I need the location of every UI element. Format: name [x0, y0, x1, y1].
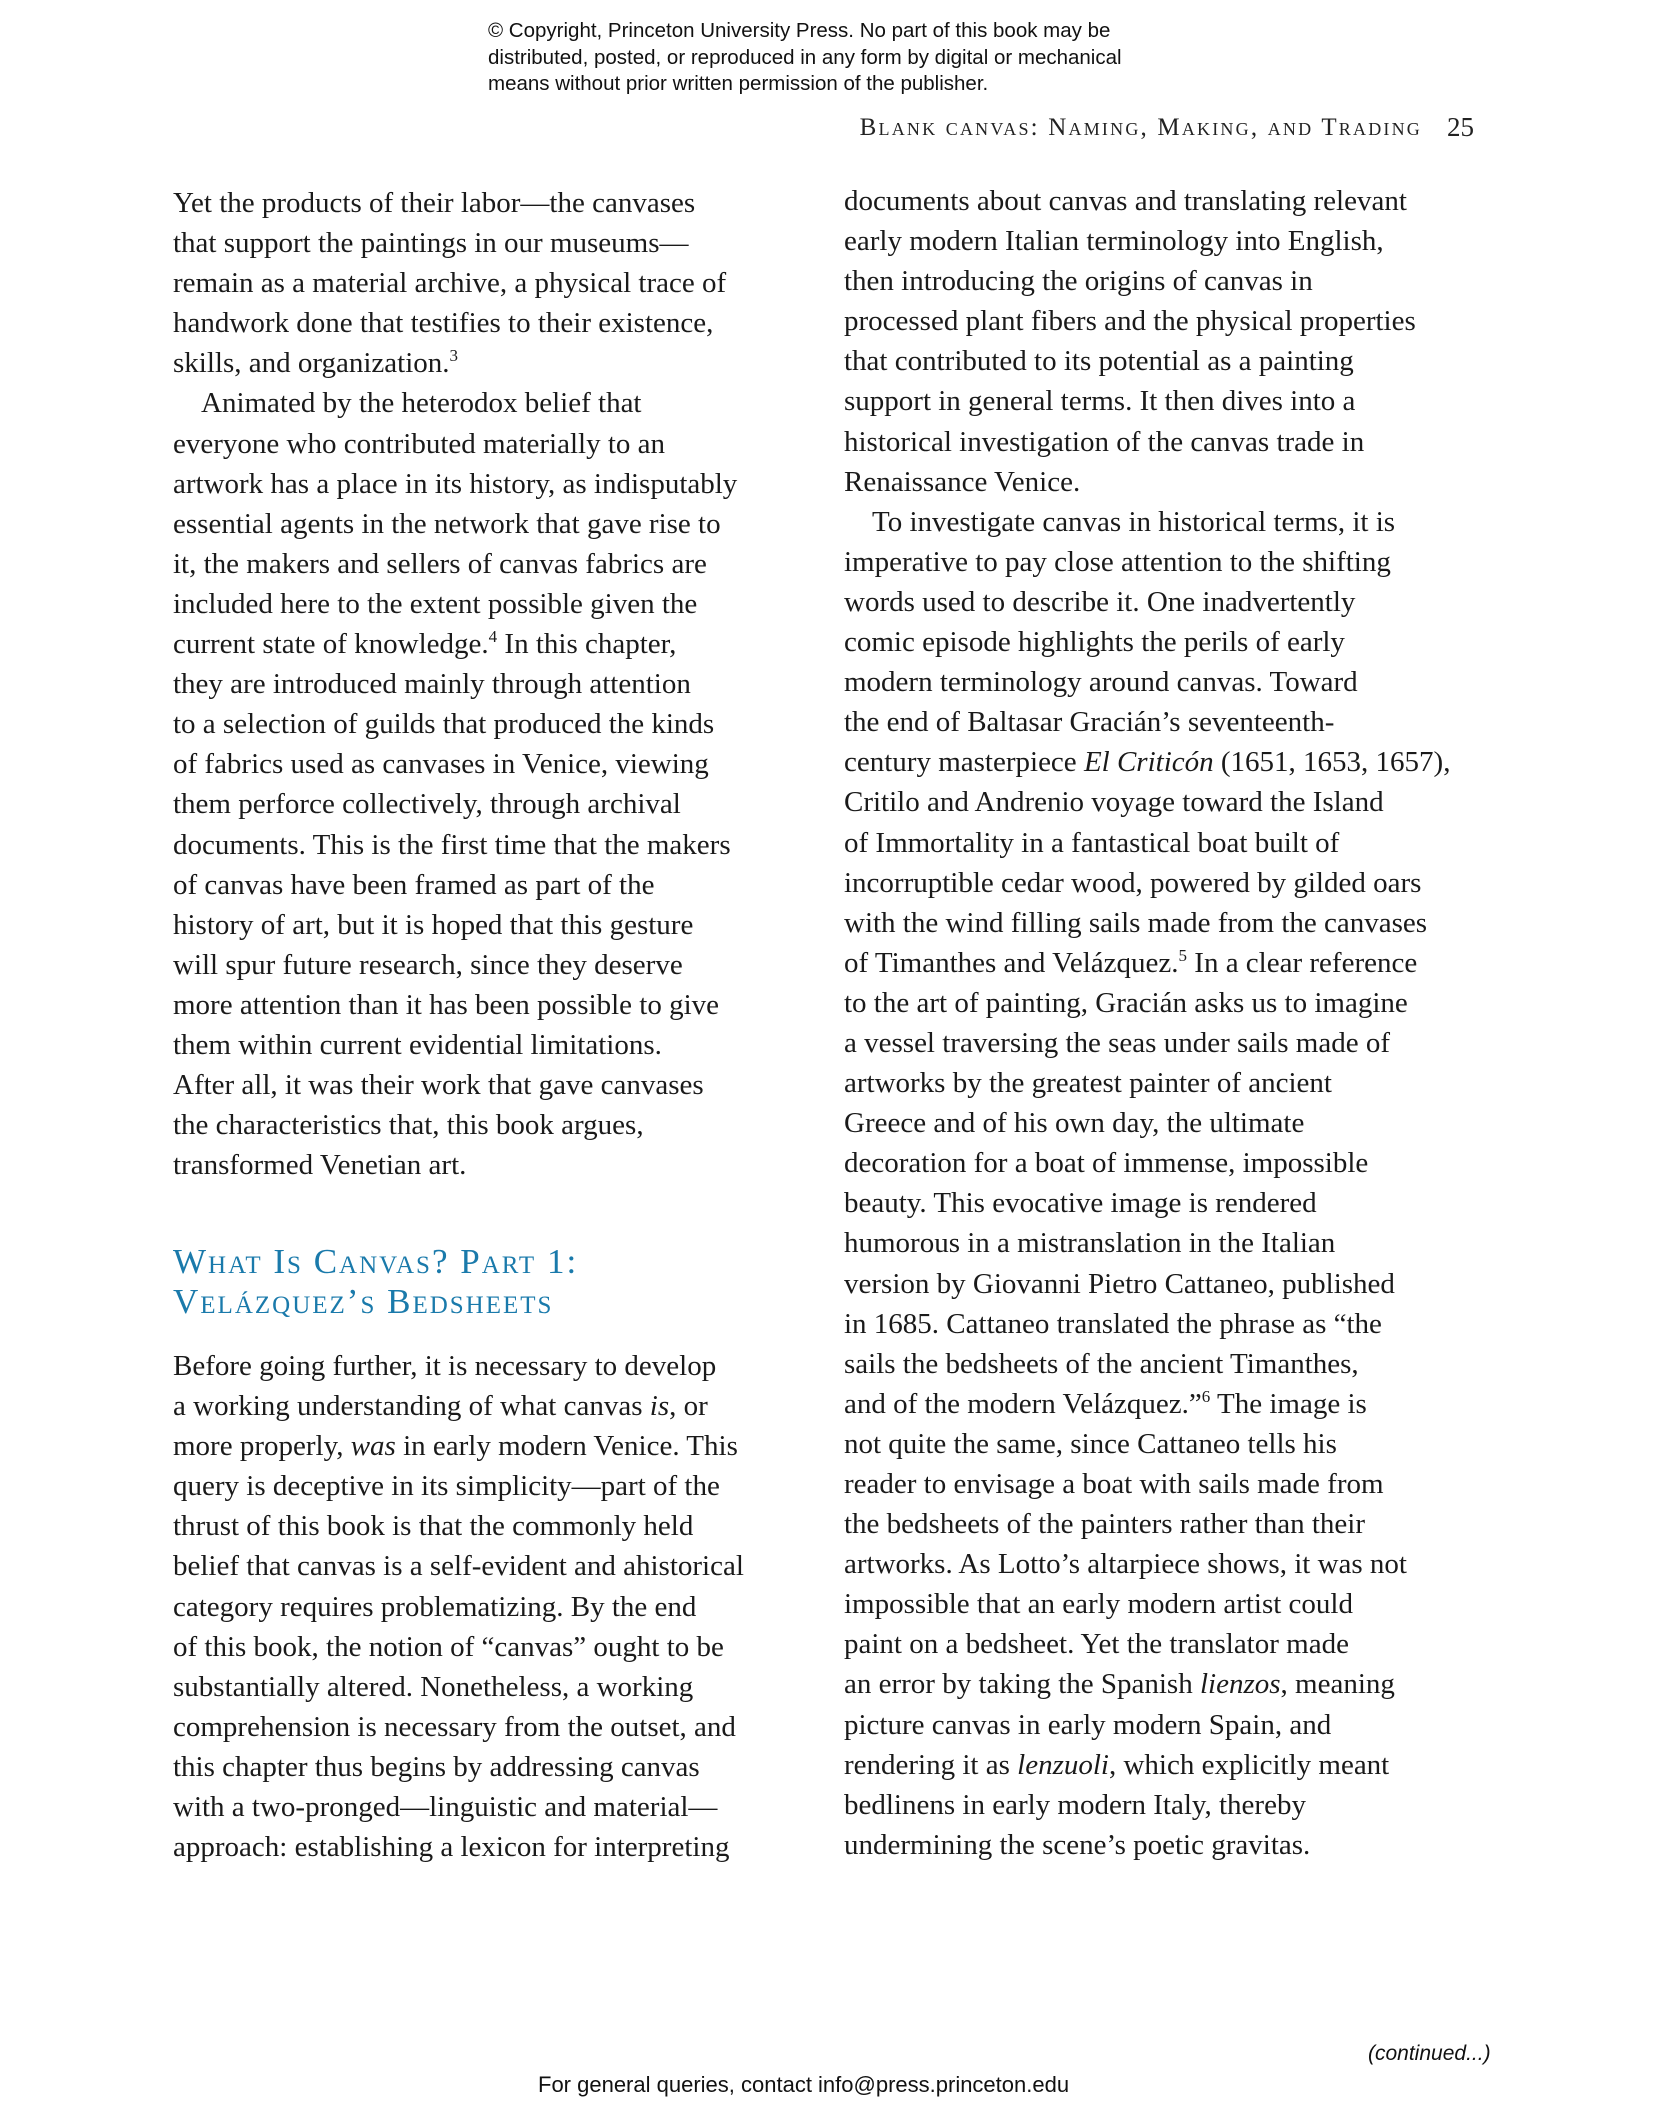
text-segment: that contributed to its potential as a painting [844, 345, 1354, 378]
section-heading [173, 1242, 578, 1322]
text-line [844, 1103, 1450, 1143]
text-segment: To investigate canvas in historical terms, it is [872, 505, 1396, 538]
text-segment: comprehension is necessary from the outset, and [173, 1710, 736, 1743]
copyright-notice [488, 18, 1122, 98]
text-segment: reader to envisage a boat with sails made from [844, 1468, 1384, 1500]
text-segment: comic episode highlights the perils of early [844, 626, 1345, 659]
text-segment: Greece and of his own day, the ultimate [844, 1107, 1305, 1140]
left-column-top-text [173, 183, 737, 1185]
footnote-ref: 6 [1201, 1386, 1211, 1406]
text-segment: Yet the products of their labor—the canvases [173, 187, 696, 219]
text-line [844, 1183, 1450, 1223]
text-line [173, 1145, 737, 1185]
text-line [173, 1546, 744, 1586]
text-segment: picture canvas in early modern Spain, and [844, 1708, 1332, 1741]
text-segment: of canvas have been framed as part of the [173, 868, 655, 901]
text-segment: of Immortality in a fantastical boat built of [844, 826, 1340, 859]
text-segment: current state of knowledge. [173, 628, 489, 661]
copyright-line: distributed, posted, or reproduced in any form by digital or mechanical [488, 45, 1122, 69]
text-segment: Renaissance Venice. [844, 465, 1081, 498]
text-segment: In this chapter, [497, 628, 677, 661]
text-line [844, 702, 1450, 742]
text-line [173, 343, 737, 383]
text-line [173, 945, 737, 985]
text-segment: everyone who contributed materially to an [173, 427, 666, 460]
text-segment: words used to describe it. One inadvertently [844, 585, 1356, 618]
text-segment: decoration for a boat of immense, impossible [844, 1147, 1369, 1180]
text-segment: Animated by the heterodox belief that [201, 387, 642, 420]
text-segment: in early modern Venice. This [395, 1430, 738, 1463]
footnote-ref: 4 [488, 627, 498, 647]
text-line [173, 1827, 744, 1867]
text-segment: The image is [1210, 1387, 1367, 1420]
text-line [173, 825, 737, 865]
text-segment: imperative to pay close attention to the shifting [844, 545, 1391, 578]
text-segment: In a clear reference [1187, 946, 1418, 979]
text-line [844, 502, 1450, 542]
italic-text: was [350, 1430, 396, 1463]
text-line [844, 863, 1450, 903]
text-line [844, 181, 1450, 221]
copyright-line: © Copyright, Princeton University Press. No part of this book may be [488, 19, 1111, 42]
section-heading-line: What Is Canvas? Part 1: [173, 1242, 579, 1281]
text-segment: not quite the same, since Cattaneo tells his [844, 1427, 1337, 1460]
text-segment: century masterpiece [844, 746, 1084, 779]
text-segment: and of the modern Velázquez.” [844, 1387, 1202, 1420]
text-line [844, 341, 1450, 381]
text-segment: then introducing the origins of canvas in [844, 265, 1313, 298]
text-line [173, 1627, 744, 1667]
text-line [844, 1544, 1450, 1584]
text-segment: category requires problematizing. By the end [173, 1590, 697, 1623]
text-line [173, 1707, 744, 1747]
text-segment: them perforce collectively, through archival [173, 788, 681, 821]
text-line [173, 303, 737, 343]
text-line [844, 1664, 1450, 1704]
text-segment: sails the bedsheets of the ancient Timanthes, [844, 1347, 1359, 1380]
continued-note: (continued...) [1368, 2042, 1491, 2065]
text-line [173, 1466, 744, 1506]
text-segment: that support the paintings in our museums— [173, 227, 689, 260]
text-line [844, 943, 1450, 983]
text-line [844, 782, 1450, 822]
text-line [173, 744, 737, 784]
text-segment: artwork has a place in its history, as indisputably [173, 467, 738, 500]
text-line [173, 1346, 744, 1386]
text-segment: rendering it as [844, 1748, 1018, 1781]
text-segment: incorruptible cedar wood, powered by gilded oars [844, 866, 1422, 899]
text-segment: included here to the extent possible given the [173, 587, 698, 620]
text-line [844, 1584, 1450, 1624]
text-segment: modern terminology around canvas. Toward [844, 666, 1358, 699]
text-line [844, 1745, 1450, 1785]
text-line [173, 664, 737, 704]
text-line [844, 983, 1450, 1023]
text-line [844, 1143, 1450, 1183]
text-segment: of Timanthes and Velázquez. [844, 946, 1179, 979]
left-column-bottom-text [173, 1346, 744, 1867]
text-line [844, 1264, 1450, 1304]
text-segment: history of art, but it is hoped that this gesture [173, 908, 694, 941]
text-segment: to a selection of guilds that produced the kinds [173, 708, 715, 741]
italic-text: El Criticón [1083, 746, 1214, 779]
text-segment: Before going further, it is necessary to develop [173, 1350, 717, 1382]
text-segment: processed plant fibers and the physical properties [844, 305, 1416, 338]
text-line [173, 905, 737, 945]
text-line [844, 422, 1450, 462]
text-line [173, 223, 737, 263]
text-line [844, 742, 1450, 782]
text-line [173, 865, 737, 905]
text-segment: , which explicitly meant [1108, 1748, 1390, 1781]
text-segment: will spur future research, since they deserve [173, 948, 683, 981]
text-segment: this chapter thus begins by addressing canvas [173, 1750, 700, 1783]
text-line [844, 1023, 1450, 1063]
text-line [173, 1506, 744, 1546]
text-segment: , or [669, 1390, 708, 1423]
text-segment: artworks. As Lotto’s altarpiece shows, it was not [844, 1548, 1407, 1581]
text-line [173, 1587, 744, 1627]
text-line [844, 261, 1450, 301]
text-line [844, 582, 1450, 622]
text-line [844, 542, 1450, 582]
text-segment: early modern Italian terminology into English, [844, 225, 1384, 258]
text-line [173, 1386, 744, 1426]
text-segment: them within current evidential limitations. [173, 1028, 662, 1061]
text-segment: of fabrics used as canvases in Venice, viewing [173, 748, 709, 781]
text-line [173, 383, 737, 423]
text-segment: of this book, the notion of “canvas” ought to be [173, 1630, 724, 1663]
copyright-line: means without prior written permission of the publisher. [488, 72, 989, 95]
section-heading-line: Velázquez’s Bedsheets [173, 1282, 554, 1321]
text-line [844, 1785, 1450, 1825]
text-line [844, 1223, 1450, 1263]
text-segment: essential agents in the network that gave rise to [173, 507, 721, 540]
text-segment: more attention than it has been possible to give [173, 988, 720, 1021]
text-segment: handwork done that testifies to their existence, [173, 307, 714, 340]
text-segment: artworks by the greatest painter of ancient [844, 1067, 1332, 1100]
text-segment: the end of Baltasar Gracián’s seventeenth- [844, 706, 1335, 739]
text-line [173, 784, 737, 824]
text-line [173, 985, 737, 1025]
text-segment: remain as a material archive, a physical trace of [173, 267, 727, 300]
text-line [173, 1667, 744, 1707]
text-segment: to the art of painting, Gracián asks us to imagine [844, 986, 1408, 1019]
text-line [844, 1705, 1450, 1745]
text-segment: undermining the scene’s poetic gravitas. [844, 1828, 1311, 1861]
text-segment: Critilo and Andrenio voyage toward the Island [844, 786, 1384, 819]
footer-contact: For general queries, contact info@press.princeton.edu [538, 2072, 1070, 2097]
text-segment: documents about canvas and translating relevant [844, 185, 1407, 217]
text-line [173, 464, 737, 504]
italic-text: is [649, 1390, 670, 1423]
text-line [173, 1065, 737, 1105]
text-line [844, 221, 1450, 261]
text-line [173, 1747, 744, 1787]
text-line [844, 823, 1450, 863]
text-line [844, 1344, 1450, 1384]
text-segment: bedlinens in early modern Italy, thereby [844, 1788, 1306, 1821]
page-number: 25 [1447, 112, 1474, 142]
text-line [173, 1105, 737, 1145]
text-segment: they are introduced mainly through attention [173, 668, 691, 701]
text-segment: a vessel traversing the seas under sails made of [844, 1026, 1390, 1059]
text-line [173, 1025, 737, 1065]
text-segment: belief that canvas is a self-evident and ahistorical [173, 1550, 744, 1583]
text-line [173, 263, 737, 303]
text-segment: impossible that an early modern artist could [844, 1588, 1353, 1621]
italic-text: lienzos [1199, 1668, 1281, 1701]
text-line [173, 504, 737, 544]
text-line [844, 662, 1450, 702]
text-line [173, 183, 737, 223]
text-segment: substantially altered. Nonetheless, a working [173, 1670, 694, 1703]
italic-text: lenzuoli [1017, 1748, 1109, 1781]
text-segment: with the wind filling sails made from the canvases [844, 906, 1428, 939]
text-segment: a working understanding of what canvas [173, 1390, 650, 1423]
text-line [844, 381, 1450, 421]
text-segment: documents. This is the first time that the makers [173, 828, 731, 861]
text-segment: in 1685. Cattaneo translated the phrase as “the [844, 1307, 1382, 1340]
text-line [173, 424, 737, 464]
text-segment: After all, it was their work that gave canvases [173, 1069, 704, 1102]
text-line [844, 1424, 1450, 1464]
text-line [173, 544, 737, 584]
text-segment: paint on a bedsheet. Yet the translator made [844, 1628, 1349, 1661]
text-line [844, 1464, 1450, 1504]
text-segment: humorous in a mistranslation in the Italian [844, 1227, 1336, 1260]
text-segment: version by Giovanni Pietro Cattaneo, published [844, 1267, 1395, 1300]
text-line [844, 462, 1450, 502]
text-line [173, 1787, 744, 1827]
text-segment: support in general terms. It then dives into a [844, 385, 1356, 418]
text-line [173, 624, 737, 664]
text-segment: , meaning [1280, 1668, 1395, 1701]
text-segment: it, the makers and sellers of canvas fabrics are [173, 547, 707, 580]
text-segment: thrust of this book is that the commonly held [173, 1510, 694, 1543]
text-line [844, 301, 1450, 341]
text-segment: historical investigation of the canvas trade in [844, 425, 1365, 458]
text-line [844, 622, 1450, 662]
text-segment: transformed Venetian art. [173, 1149, 467, 1182]
text-line [844, 1504, 1450, 1544]
text-segment: with a two-pronged—linguistic and material— [173, 1791, 718, 1824]
text-segment: skills, and organization. [173, 347, 450, 380]
text-segment: an error by taking the Spanish [844, 1668, 1200, 1701]
text-line [844, 1063, 1450, 1103]
text-line [844, 1624, 1450, 1664]
text-segment: beauty. This evocative image is rendered [844, 1187, 1317, 1220]
right-column-text [844, 181, 1450, 1865]
text-segment: approach: establishing a lexicon for interpreting [173, 1831, 730, 1864]
text-line [173, 1426, 744, 1466]
text-segment: the characteristics that, this book argues, [173, 1109, 644, 1142]
text-line [844, 1825, 1450, 1865]
text-line [844, 1384, 1450, 1424]
footnote-ref: 5 [1178, 945, 1188, 965]
text-line [173, 704, 737, 744]
text-segment: more properly, [173, 1430, 351, 1463]
running-head: Blank canvas: Naming, Making, and Trading [859, 114, 1422, 141]
text-segment: (1651, 1653, 1657), [1213, 746, 1451, 779]
text-segment: the bedsheets of the painters rather than their [844, 1508, 1365, 1541]
text-line [844, 1304, 1450, 1344]
text-line [173, 584, 737, 624]
footnote-ref: 3 [449, 346, 459, 366]
text-line [844, 903, 1450, 943]
text-segment: query is deceptive in its simplicity—part of the [173, 1470, 720, 1503]
